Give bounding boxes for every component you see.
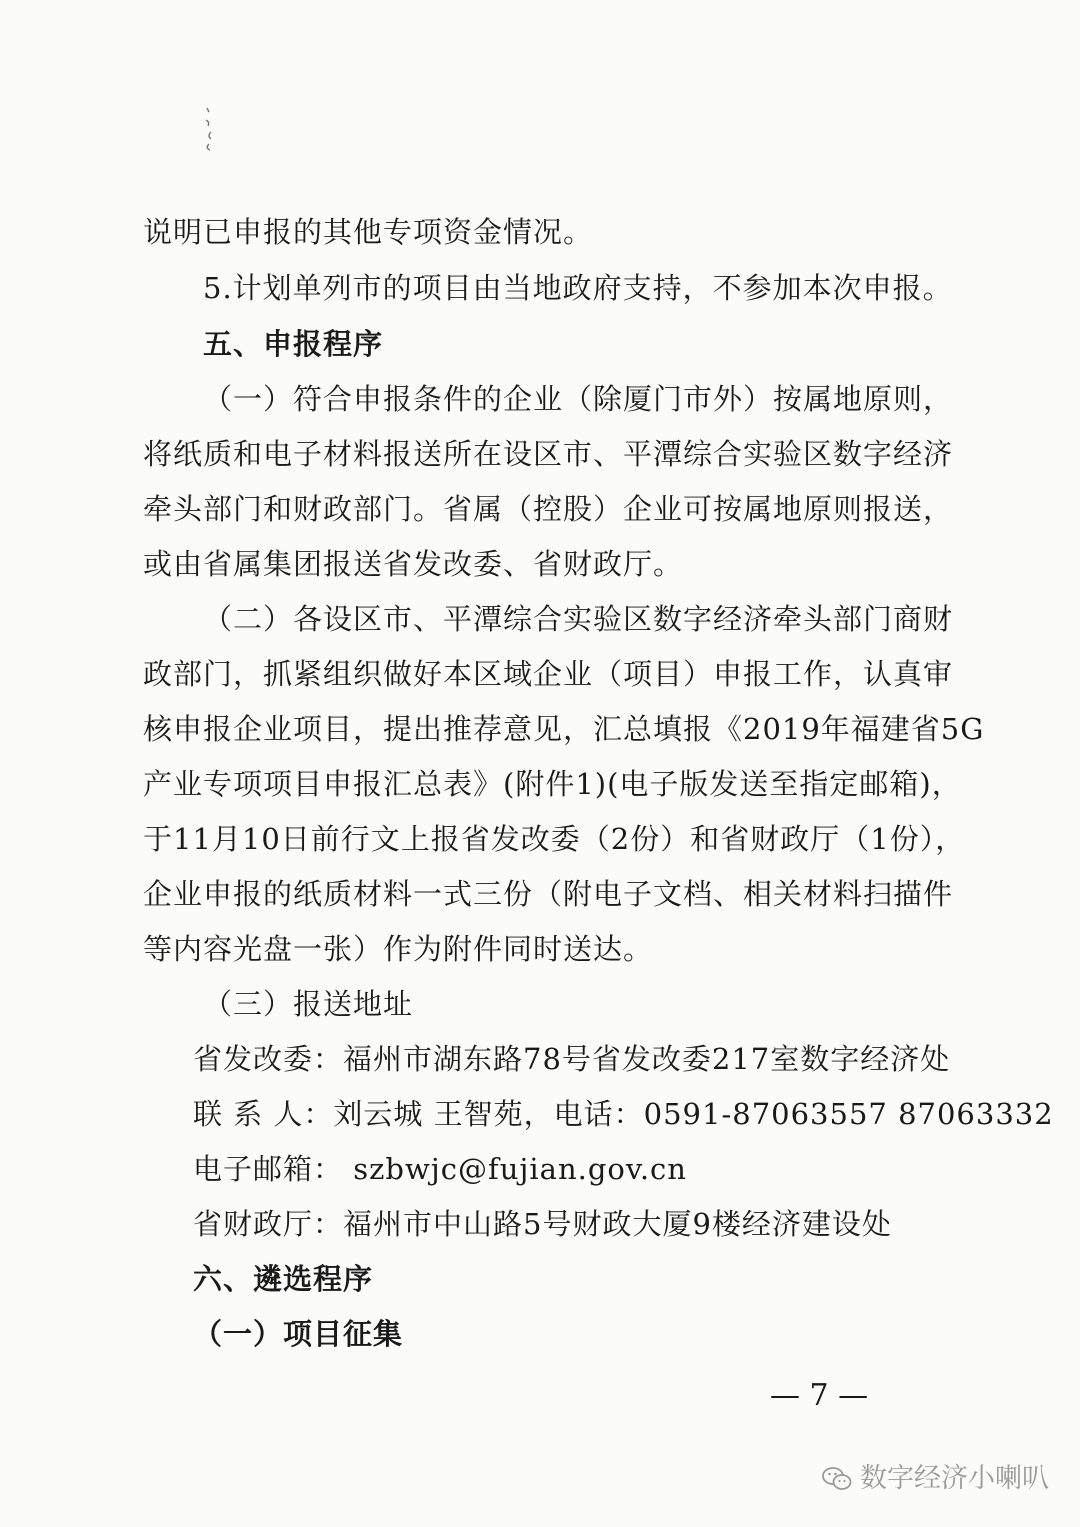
- text-line: 说明已申报的其他专项资金情况。: [143, 215, 594, 249]
- text-line: 等内容光盘一张）作为附件同时送达。: [143, 932, 654, 966]
- text-line: 政部门，抓紧组织做好本区域企业（项目）申报工作，认真审: [143, 657, 954, 691]
- section-heading: 五、申报程序: [203, 327, 384, 361]
- text-line: 企业申报的纸质材料一式三份（附电子文档、相关材料扫描件: [143, 877, 954, 911]
- watermark-text: 数字经济小喇叭: [860, 1463, 1049, 1494]
- page-number: — 7 —: [770, 1378, 869, 1413]
- sub-heading: （一）项目征集: [193, 1317, 404, 1351]
- text-line: 或由省属集团报送省发改委、省财政厅。: [143, 547, 684, 581]
- sub-heading: （三）报送地址: [203, 987, 414, 1021]
- section-heading: 六、遴选程序: [193, 1262, 374, 1296]
- contact-address-finance: 省财政厅：福州市中山路5号财政大厦9楼经济建设处: [193, 1207, 892, 1241]
- margin-scribble-icon: [203, 106, 217, 152]
- text-line: 5.计划单列市的项目由当地政府支持，不参加本次申报。: [203, 271, 953, 305]
- contact-persons: 联 系 人：刘云城 王智苑，电话：0591-87063557 87063332: [193, 1097, 1054, 1131]
- text-line: 于11月10日前行文上报省发改委（2份）和省财政厅（1份），: [143, 822, 966, 856]
- text-line: 核申报企业项目，提出推荐意见，汇总填报《2019年福建省5G: [143, 712, 985, 746]
- text-line: （二）各设区市、平潭综合实验区数字经济牵头部门商财: [203, 602, 954, 636]
- wechat-icon: [822, 1466, 852, 1492]
- text-line: 牵头部门和财政部门。省属（控股）企业可按属地原则报送，: [143, 492, 954, 526]
- text-line: 产业专项项目申报汇总表》(附件1)(电子版发送至指定邮箱)，: [143, 767, 962, 801]
- contact-address-ndrc: 省发改委：福州市湖东路78号省发改委217室数字经济处: [193, 1042, 951, 1076]
- contact-email: 电子邮箱： szbwjc@fujian.gov.cn: [193, 1152, 687, 1186]
- watermark: [822, 1462, 1049, 1496]
- text-line: 将纸质和电子材料报送所在设区市、平潭综合实验区数字经济: [143, 437, 954, 471]
- text-line: （一）符合申报条件的企业（除厦门市外）按属地原则，: [203, 382, 954, 416]
